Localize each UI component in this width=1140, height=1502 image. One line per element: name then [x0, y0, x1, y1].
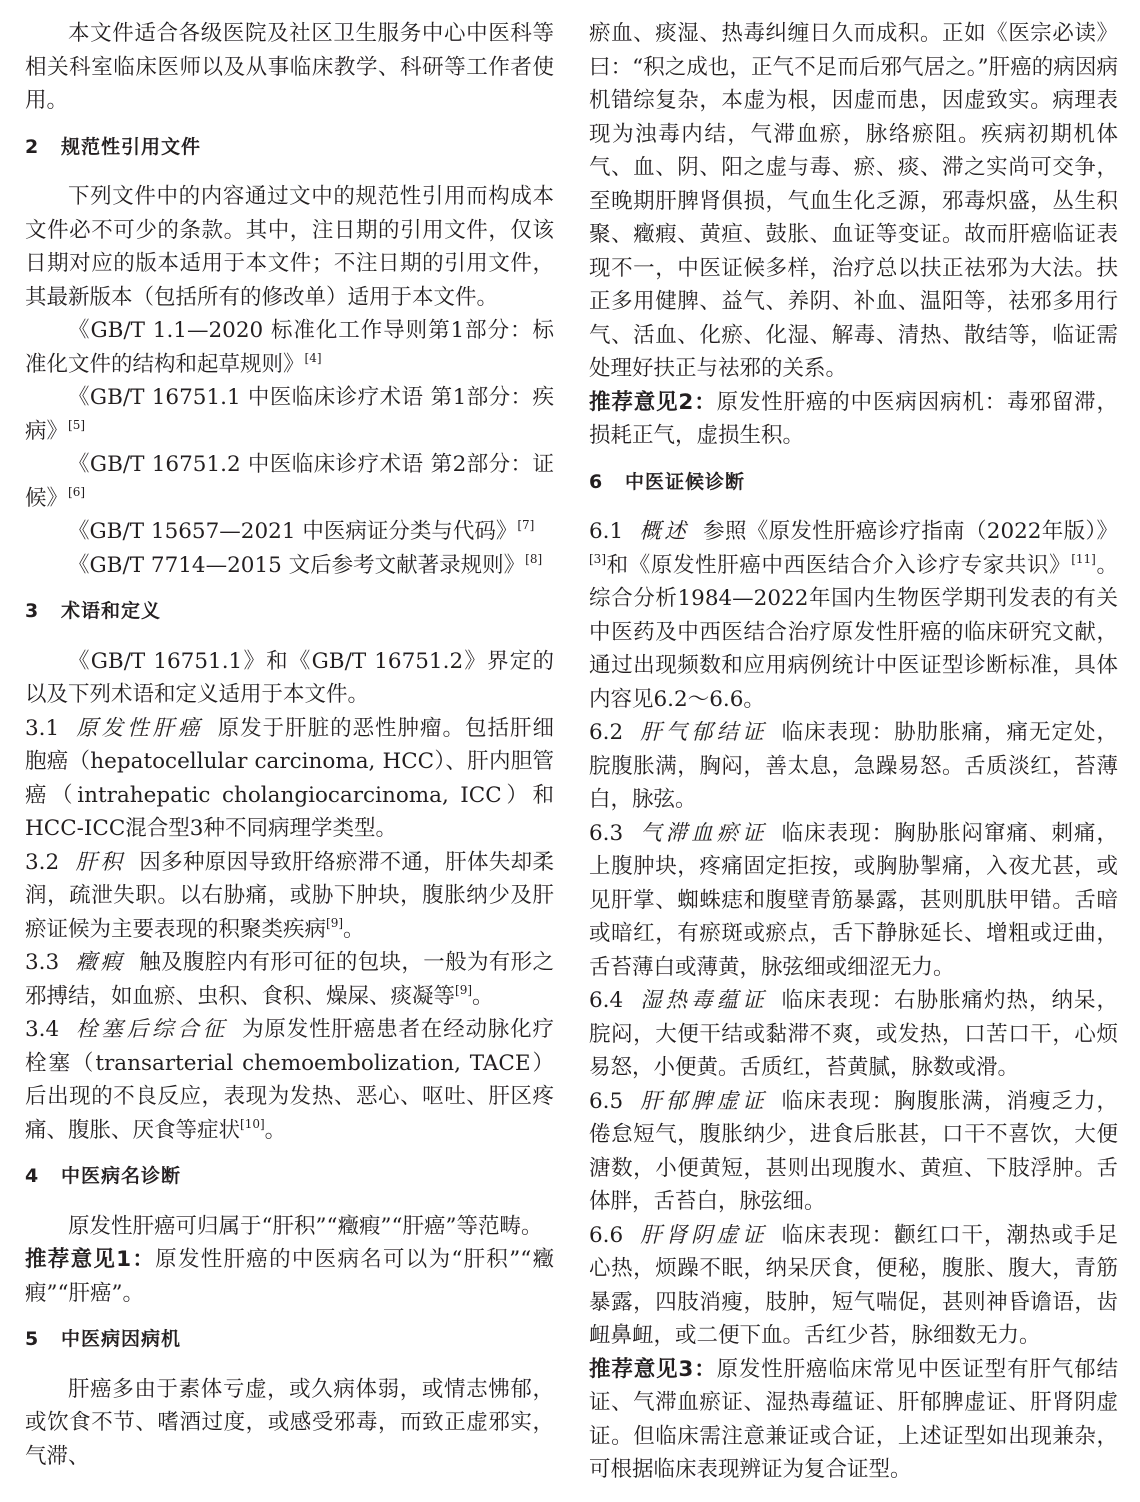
definition-item: [25, 1013, 554, 1147]
citation: [10]: [240, 1116, 265, 1131]
section-title: 中医病因病机: [61, 1328, 182, 1350]
text: 原发性肝癌可归属于“肝积”“癥瘕”“肝癌”等范畴。: [68, 1213, 543, 1239]
section-heading: [25, 1323, 554, 1357]
text: 临床表现：颧红口干，潮热或手足心热，烦躁不眠，纳呆厌食，便秘，腹胀、腹大，青筋暴露，四肢消瘦，肢肿，短气喘促，甚则神昏谵语，齿衄鼻衄，或二便下血。舌红少苔，脉细数无力。: [589, 1222, 1118, 1348]
paragraph: [25, 645, 554, 712]
section-title: 术语和定义: [61, 600, 162, 622]
definition-item: [25, 846, 554, 947]
recommendation: [25, 1243, 554, 1310]
text: 原发性肝癌的中医病因病机：毒邪留滞，损耗正气，虚损生积。: [589, 389, 1118, 448]
citation: [6]: [68, 484, 86, 499]
term: 原发性肝癌: [75, 715, 204, 741]
section-heading: [589, 466, 1118, 500]
term: 概述: [639, 519, 690, 544]
right-column: [589, 17, 1118, 1487]
text: 6.1: [589, 519, 624, 544]
paragraph: [25, 381, 554, 448]
text: 3.4: [25, 1017, 60, 1042]
section-number: 2: [25, 135, 40, 158]
paragraph: [25, 515, 554, 549]
text: 临床表现：胁肋胀痛，痛无定处，脘腹胀满，胸闷，善太息，急躁易怒。舌质淡红，苔薄白，脉弦。: [589, 720, 1118, 812]
section-number: 4: [25, 1165, 40, 1187]
definition-item: [589, 817, 1118, 985]
term: 肝郁脾虚证: [639, 1088, 768, 1114]
recommendation-label: 推荐意见2：: [589, 389, 717, 415]
text: 3.1: [25, 715, 60, 741]
text: 《GB/T 16751.1 中医临床诊疗术语 第1部分：疾病》: [25, 385, 554, 444]
text: 《GB/T 1.1—2020 标准化工作导则第1部分：标准化文件的结构和起草规则》: [25, 318, 554, 377]
section-title: 中医病名诊断: [61, 1165, 182, 1187]
section-heading: [25, 131, 554, 165]
text: 下列文件中的内容通过文中的规范性引用而构成本文件必不可少的条款。其中，注日期的引用文件，仅该日期对应的版本适用于本文件；不注日期的引用文件，其最新版本（包括所有的修改单）适用于本文件。: [25, 184, 554, 310]
citation: [7]: [517, 518, 535, 532]
definition-item: [589, 515, 1118, 716]
text: 《GB/T 16751.1》和《GB/T 16751.2》界定的以及下列术语和定义适用于本文件。: [25, 648, 554, 707]
text: 和《原发性肝癌中西医结合介入诊疗专家共识》: [606, 552, 1072, 578]
section-title: 规范性引用文件: [61, 135, 202, 158]
text: 。综合分析1984—2022年国内生物医学期刊发表的有关中医药及中西医结合治疗原发性肝癌的临床研究文献，通过出现频数和应用病例统计中医证型诊断标准，具体内容见6.2～6.6。: [589, 552, 1118, 712]
definition-item: [589, 1085, 1118, 1219]
text: 本文件适合各级医院及社区卫生服务中心中医科等相关科室临床医师以及从事临床教学、科研等工作者使用。: [25, 21, 554, 113]
text: 6.2: [589, 720, 624, 745]
text: 。: [343, 916, 365, 942]
definition-item: [25, 946, 554, 1013]
text: 原发于肝脏的恶性肿瘤。包括肝细胞癌（hepatocellular carcinoma, HCC）、肝内胆管癌（intrahepatic cholangiocarcinoma, ICC）和HCC-ICC混合型3种不同病理学类型。: [25, 715, 554, 841]
text: 临床表现：胸胁胀闷窜痛、刺痛，上腹肿块，疼痛固定拒按，或胸胁掣痛，入夜尤甚，或见肝掌、蜘蛛痣和腹壁青筋暴露，甚则肌肤甲错。舌暗或暗红，有瘀斑或瘀点，舌下静脉延长、增粗或迂曲，舌苔薄白或薄黄，脉弦细或细涩无力。: [589, 820, 1118, 980]
text: 。: [264, 1117, 287, 1143]
paragraph: [25, 1373, 554, 1474]
term: 肝气郁结证: [639, 720, 768, 745]
text: 。: [472, 983, 494, 1009]
recommendation: [589, 1353, 1118, 1487]
paragraph: [25, 180, 554, 314]
term: 癥瘕: [75, 950, 126, 975]
text: 临床表现：右胁胀痛灼热，纳呆，脘闷，大便干结或黏滞不爽，或发热，口苦口干，心烦易怒，小便黄。舌质红，苔黄腻，脉数或滑。: [589, 988, 1118, 1080]
citation: [11]: [1071, 551, 1096, 566]
text: 肝癌多由于素体亏虚，或久病体弱，或情志怫郁，或饮食不节、嗜酒过度，或感受邪毒，而致正虚邪实，气滞、: [25, 1376, 554, 1469]
term: 气滞血瘀证: [639, 820, 768, 846]
text: 临床表现：胸腹胀满，消瘦乏力，倦怠短气，腹胀纳少，进食后胀甚，口干不喜饮，大便溏数，小便黄短，甚则出现腹水、黄疸、下肢浮肿。舌体胖，舌苔白，脉弦细。: [589, 1088, 1118, 1214]
left-column: [25, 17, 554, 1473]
definition-item: [589, 1219, 1118, 1353]
citation: [9]: [326, 915, 344, 930]
citation: [5]: [68, 417, 86, 432]
term: 湿热毒蕴证: [639, 988, 768, 1013]
definition-item: [25, 712, 554, 846]
citation: [8]: [525, 551, 543, 566]
text: 6.6: [589, 1222, 624, 1248]
citation: [9]: [455, 982, 473, 997]
section-number: 3: [25, 600, 40, 622]
paragraph: [25, 17, 554, 118]
recommendation-label: 推荐意见3：: [589, 1356, 717, 1382]
text: 3.2: [25, 849, 60, 875]
paragraph: [25, 1210, 554, 1244]
text: 触及腹腔内有形可征的包块，一般为有形之邪搏结，如血瘀、虫积、食积、燥屎、痰凝等: [25, 950, 554, 1009]
text: 《GB/T 16751.2 中医临床诊疗术语 第2部分：证候》: [25, 452, 554, 511]
text: 6.4: [589, 988, 624, 1013]
text: 参照《原发性肝癌诊疗指南（2022年版）》: [703, 519, 1118, 544]
paragraph: [589, 17, 1118, 386]
paragraph: [25, 448, 554, 515]
section-heading: [25, 1160, 554, 1194]
text: 《GB/T 7714—2015 文后参考文献著录规则》: [68, 552, 526, 578]
section-number: 6: [589, 470, 604, 493]
text: 原发性肝癌的中医病名可以为“肝积”“癥瘕”“肝癌”。: [25, 1247, 554, 1306]
term: 栓塞后综合征: [75, 1017, 229, 1042]
text: 《GB/T 15657—2021 中医病证分类与代码》: [68, 519, 518, 544]
recommendation-label: 推荐意见1：: [25, 1247, 156, 1272]
section-title: 中医证候诊断: [625, 470, 746, 493]
text: 因多种原因导致肝络瘀滞不通，肝体失却柔润，疏泄失职。以右胁痛，或胁下肿块，腹胀纳少及肝瘀证候为主要表现的积聚类疾病: [25, 849, 554, 942]
section-number: 5: [25, 1328, 40, 1350]
text: 3.3: [25, 950, 60, 975]
term: 肝积: [75, 849, 126, 875]
text: 6.5: [589, 1088, 624, 1114]
section-heading: [25, 595, 554, 629]
text: 瘀血、痰湿、热毒纠缠日久而成积。正如《医宗必读》曰：“积之成也，正气不足而后邪气居之。”肝癌的病因病机错综复杂，本虚为根，因虚而患，因虚致实。病理表现为浊毒内结，气滞血瘀，脉络瘀阻。疾病初期机体气、血、阴、阳之虚与毒、瘀、痰、滞之实尚可交争，至晚期肝脾肾俱损，气血生化乏源，邪毒炽盛，丛生积聚、癥瘕、黄疸、鼓胀、血证等变证。故而肝癌临证表现不一，中医证候多样，治疗总以扶正祛邪为大法。扶正多用健脾、益气、养阴、补血、温阳等，祛邪多用行气、活血、化瘀、化湿、解毒、清热、散结等，临证需处理好扶正与祛邪的关系。: [589, 21, 1118, 381]
text: 6.3: [589, 820, 624, 846]
recommendation: [589, 386, 1118, 453]
definition-item: [589, 716, 1118, 817]
citation: [4]: [304, 350, 322, 365]
paragraph: [25, 314, 554, 381]
term: 肝肾阴虚证: [639, 1222, 768, 1248]
paragraph: [25, 549, 554, 583]
text: 原发性肝癌临床常见中医证型有肝气郁结证、气滞血瘀证、湿热毒蕴证、肝郁脾虚证、肝肾阴虚证。但临床需注意兼证或合证，上述证型如出现兼杂，可根据临床表现辨证为复合证型。: [589, 1356, 1118, 1482]
citation: [3]: [589, 551, 606, 566]
text: 为原发性肝癌患者在经动脉化疗栓塞（transarterial chemoembolization, TACE）后出现的不良反应，表现为发热、恶心、呕吐、肝区疼痛、腹胀、厌食等症状: [25, 1017, 554, 1143]
definition-item: [589, 984, 1118, 1085]
